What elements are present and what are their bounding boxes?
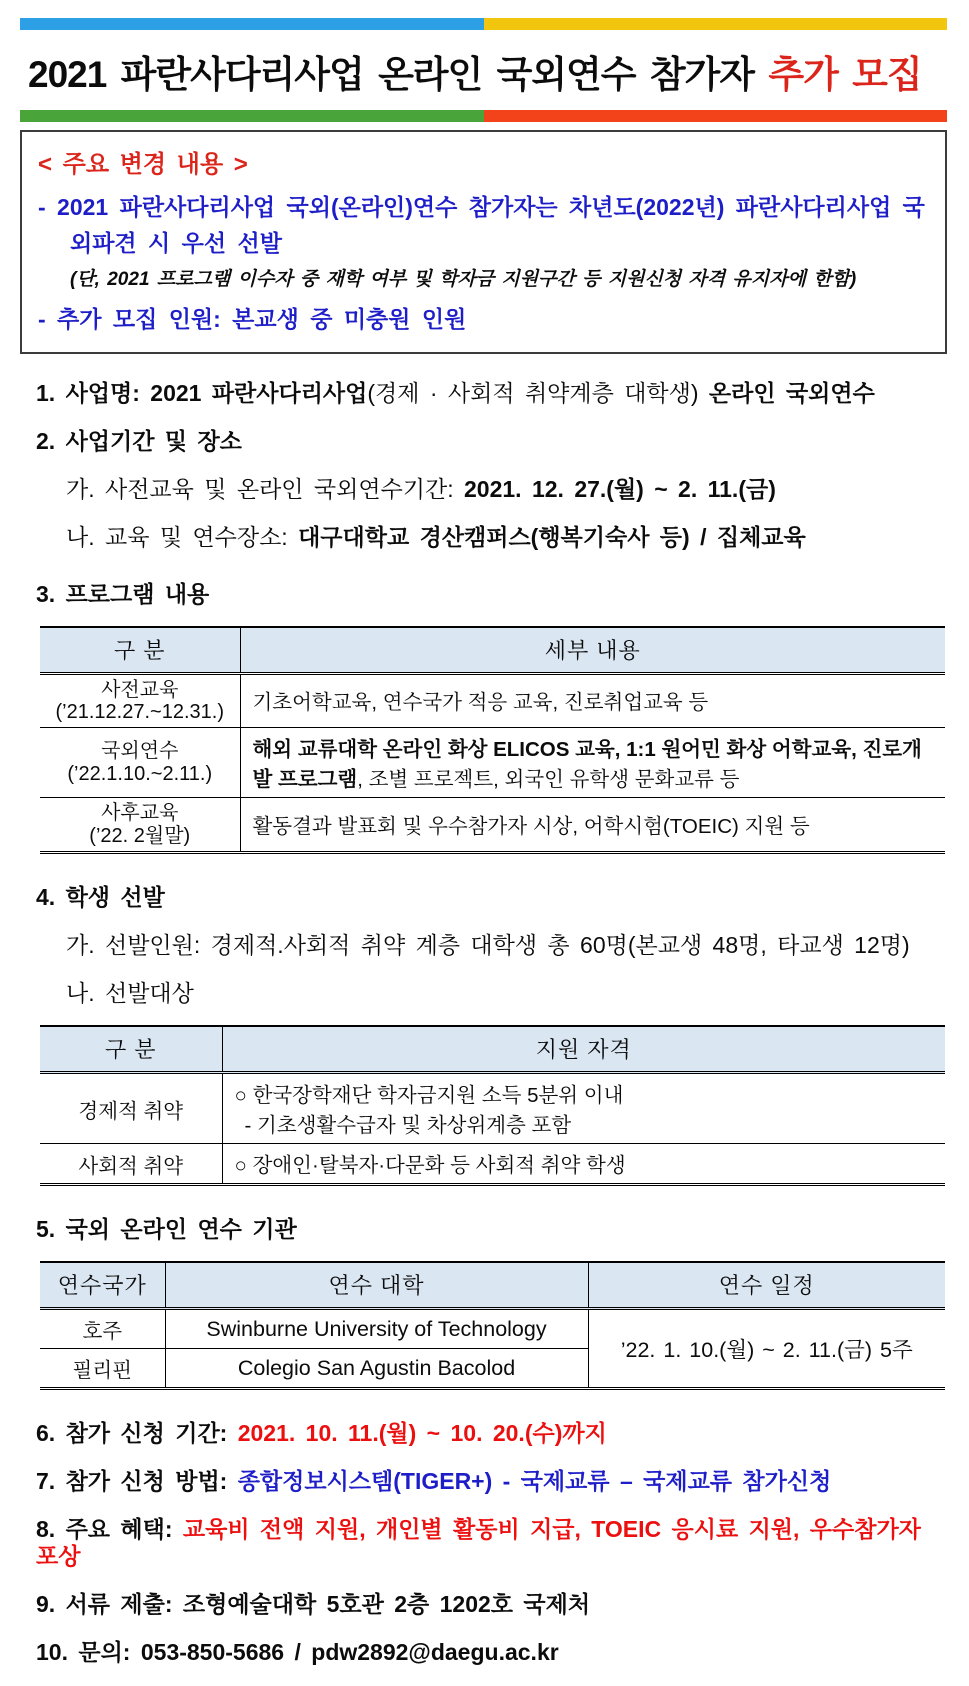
program-header-detail: 세부 내용 <box>240 627 945 674</box>
program-content-rest: , 조별 프로젝트, 외국인 유학생 문화교류 등 <box>357 768 740 792</box>
eligibility-label: 사회적 취약 <box>40 1144 222 1185</box>
benefits-value: 교육비 전액 지원, 개인별 활동비 지급, TOEIC 응시료 지원, 우수참가자 포상 <box>36 1516 921 1570</box>
program-table <box>40 626 945 855</box>
contact-label: 10. 문의: <box>36 1639 141 1666</box>
program-period: (’22. 2월말) <box>89 824 191 847</box>
institution-country: 호주 <box>82 1320 123 1344</box>
eligibility-subline: - 기초생활수급자 및 차상위계층 포함 <box>244 1114 572 1138</box>
eligibility-table-header-row <box>40 1026 945 1073</box>
institution-country: 필리핀 <box>40 1349 165 1389</box>
sub-selection-count: 가. 선발인원: 경제적.사회적 취약 계층 대학생 총 60명(본교생 48명, 타교생 12명) <box>66 932 910 959</box>
contact-value: 053-850-5686 / pdw2892@daegu.ac.kr <box>140 1639 559 1666</box>
institution-university: Colegio San Agustin Bacolod <box>165 1349 588 1389</box>
notice-item-priority-selection: - 2021 파란사다리사업 국외(온라인)연수 참가자는 차년도(2022년) 파란사다리사업 국외파견 시 우선 선발 <box>38 194 925 257</box>
page-title <box>28 44 947 98</box>
program-label-cell <box>40 728 240 798</box>
program-table-header-row <box>40 627 945 674</box>
institution-row-australia <box>40 1309 945 1349</box>
institution-university: Swinburne University of Technology <box>165 1309 588 1349</box>
eligibility-label: 경제적 취약 <box>78 1099 184 1123</box>
notice-heading: < 주요 변경 내용 > <box>38 151 248 178</box>
section-period-title: 2. 사업기간 및 장소 <box>36 427 242 454</box>
application-method-label: 7. 참가 신청 방법: <box>36 1468 238 1495</box>
section-student-selection: 4. 학생 선발 <box>36 884 165 911</box>
program-content-bold: 해외 교류대학 온라인 화상 ELICOS 교육, 1:1 원어민 화상 어학교육, 진로개발 프로그램 <box>252 738 922 792</box>
program-period: (’22.1.10.~2.11.) <box>67 762 213 785</box>
top-decor-bar <box>20 18 947 30</box>
sub-training-location <box>66 524 947 551</box>
document-submission-label: 9. 서류 제출: <box>36 1591 183 1618</box>
location-value: 대구대학교 경산캠퍼스(행복기숙사 등) / 집체교육 <box>298 523 806 550</box>
program-row-pre-education <box>40 673 945 728</box>
notice-box <box>20 130 947 354</box>
pre-education-dates: 2021. 12. 27.(월) ~ 2. 11.(금) <box>464 475 776 502</box>
location-label: 나. 교육 및 연수장소: <box>66 523 299 550</box>
section-institutions-title: 5. 국외 온라인 연수 기관 <box>36 1216 297 1243</box>
business-name-tail: 온라인 국외연수 <box>708 379 875 406</box>
eligibility-line: ○ 한국장학재단 학자금지원 소득 5분위 이내 <box>234 1084 624 1108</box>
divider-bar-green-segment <box>20 110 484 122</box>
program-header-category: 구 분 <box>40 627 240 674</box>
institution-header-country: 연수국가 <box>40 1262 165 1309</box>
section-program-title: 3. 프로그램 내용 <box>36 580 210 607</box>
program-label-cell <box>40 798 240 853</box>
notice-item-note: (단, 2021 프로그램 이수자 중 재학 여부 및 학자금 지원구간 등 지원신청 자격 유지자에 한함) <box>70 268 857 290</box>
institution-header-university: 연수 대학 <box>165 1262 588 1309</box>
eligibility-table <box>40 1025 945 1186</box>
section-application-method <box>36 1468 947 1495</box>
program-row-overseas <box>40 728 945 798</box>
sub-selection-target: 나. 선발대상 <box>66 980 194 1007</box>
program-row-post-education <box>40 798 945 853</box>
eligibility-header-qualification: 지원 자격 <box>222 1026 945 1073</box>
pre-education-label: 가. 사전교육 및 온라인 국외연수기간: <box>66 475 465 502</box>
divider-bar-orange-segment <box>484 110 948 122</box>
eligibility-content-cell: ○ 장애인·탈북자·다문화 등 사회적 취약 학생 <box>222 1144 945 1185</box>
institution-table-header-row <box>40 1262 945 1309</box>
eligibility-header-category: 구 분 <box>40 1026 222 1073</box>
program-label: 사전교육 <box>101 678 179 701</box>
program-content-cell: 기초어학교육, 연수국가 적응 교육, 진로취업교육 등 <box>240 673 945 728</box>
section-business-name <box>36 380 947 407</box>
section-contact <box>36 1639 947 1666</box>
application-period-label: 6. 참가 신청 기간: <box>36 1420 238 1447</box>
program-content-cell <box>240 728 945 798</box>
divider-decor-bar <box>20 110 947 122</box>
business-name-lead: 1. 사업명: 2021 파란사다리사업 <box>36 379 368 406</box>
document-submission-value: 조형예술대학 5호관 2층 1202호 국제처 <box>182 1591 591 1618</box>
section-document-submission <box>36 1591 947 1618</box>
eligibility-row-economic <box>40 1073 945 1144</box>
institution-schedule: ’22. 1. 10.(월) ~ 2. 11.(금) 5주 <box>588 1309 945 1389</box>
application-method-value: 종합정보시스템(TIGER+) - 국제교류 – 국제교류 참가신청 <box>237 1468 832 1495</box>
program-label: 사후교육 <box>101 802 179 825</box>
program-label-cell <box>40 673 240 728</box>
eligibility-row-social <box>40 1144 945 1185</box>
page-title-text: 2021 파란사다리사업 온라인 국외연수 참가자 <box>28 54 769 95</box>
sub-pre-education-period <box>66 476 947 503</box>
section-benefits <box>36 1516 947 1570</box>
top-bar-blue-segment <box>20 18 484 30</box>
eligibility-content-cell <box>222 1073 945 1144</box>
program-period: (’21.12.27.~12.31.) <box>55 700 224 723</box>
section-application-period <box>36 1420 947 1447</box>
notice-item-recruit-count: - 추가 모집 인원: 본교생 중 미충원 인원 <box>38 306 467 333</box>
application-period-value: 2021. 10. 11.(월) ~ 10. 20.(수)까지 <box>237 1420 607 1447</box>
program-content-cell: 활동결과 발표회 및 우수참가자 시상, 어학시험(TOEIC) 지원 등 <box>240 798 945 853</box>
program-label: 국외연수 <box>101 740 179 763</box>
top-bar-yellow-segment <box>484 18 948 30</box>
institution-table <box>40 1261 945 1390</box>
business-name-plain: (경제 · 사회적 취약계층 대학생) <box>367 379 709 406</box>
page-title-highlight: 추가 모집 <box>768 54 922 95</box>
institution-header-schedule: 연수 일정 <box>588 1262 945 1309</box>
benefits-label: 8. 주요 혜택: <box>36 1516 183 1543</box>
